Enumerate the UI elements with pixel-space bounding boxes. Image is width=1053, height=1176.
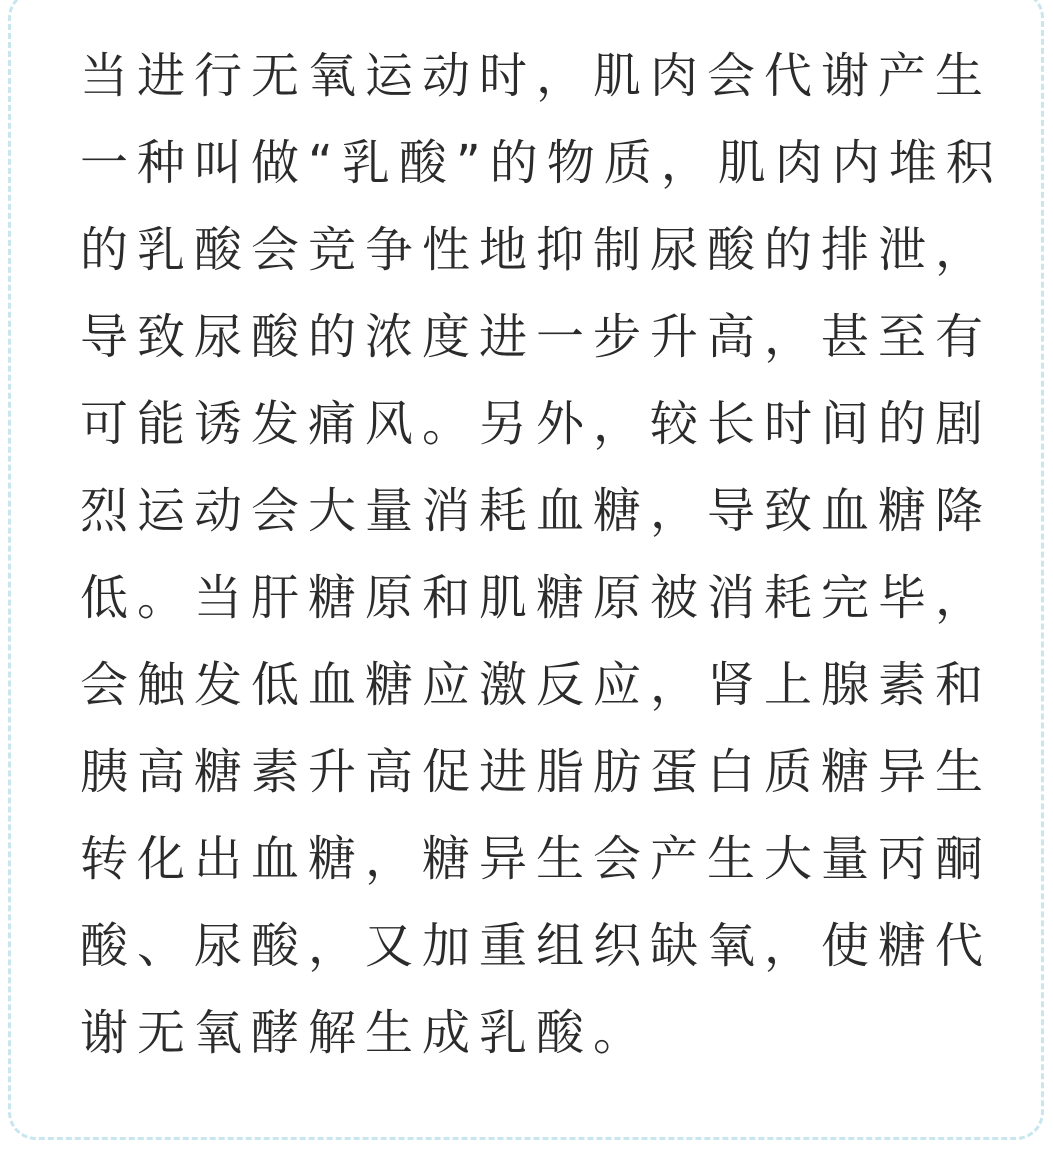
text-line-2: 一种叫做“乳酸”的物质，肌肉内堆积	[80, 135, 1003, 191]
text-line-8: 会触发低血糖应激反应，肾上腺素和	[80, 657, 993, 713]
text-line-11: 酸、尿酸，又加重组织缺氧，使糖代	[80, 918, 993, 974]
text-line-3: 的乳酸会竞争性地抑制尿酸的排泄，	[80, 222, 993, 278]
text-line-9: 胰高糖素升高促进脂肪蛋白质糖异生	[80, 744, 993, 800]
text-line-10: 转化出血糖，糖异生会产生大量丙酮	[80, 831, 993, 887]
text-line-4: 导致尿酸的浓度进一步升高，甚至有	[80, 309, 993, 365]
text-line-12: 谢无氧酵解生成乳酸。	[80, 1005, 651, 1061]
text-line-6: 烈运动会大量消耗血糖，导致血糖降	[80, 483, 993, 539]
article-text	[80, 44, 1003, 1088]
text-line-1: 当进行无氧运动时，肌肉会代谢产生	[80, 48, 993, 104]
text-line-7: 低。当肝糖原和肌糖原被消耗完毕，	[80, 570, 993, 626]
text-line-5: 可能诱发痛风。另外，较长时间的剧	[80, 396, 993, 452]
